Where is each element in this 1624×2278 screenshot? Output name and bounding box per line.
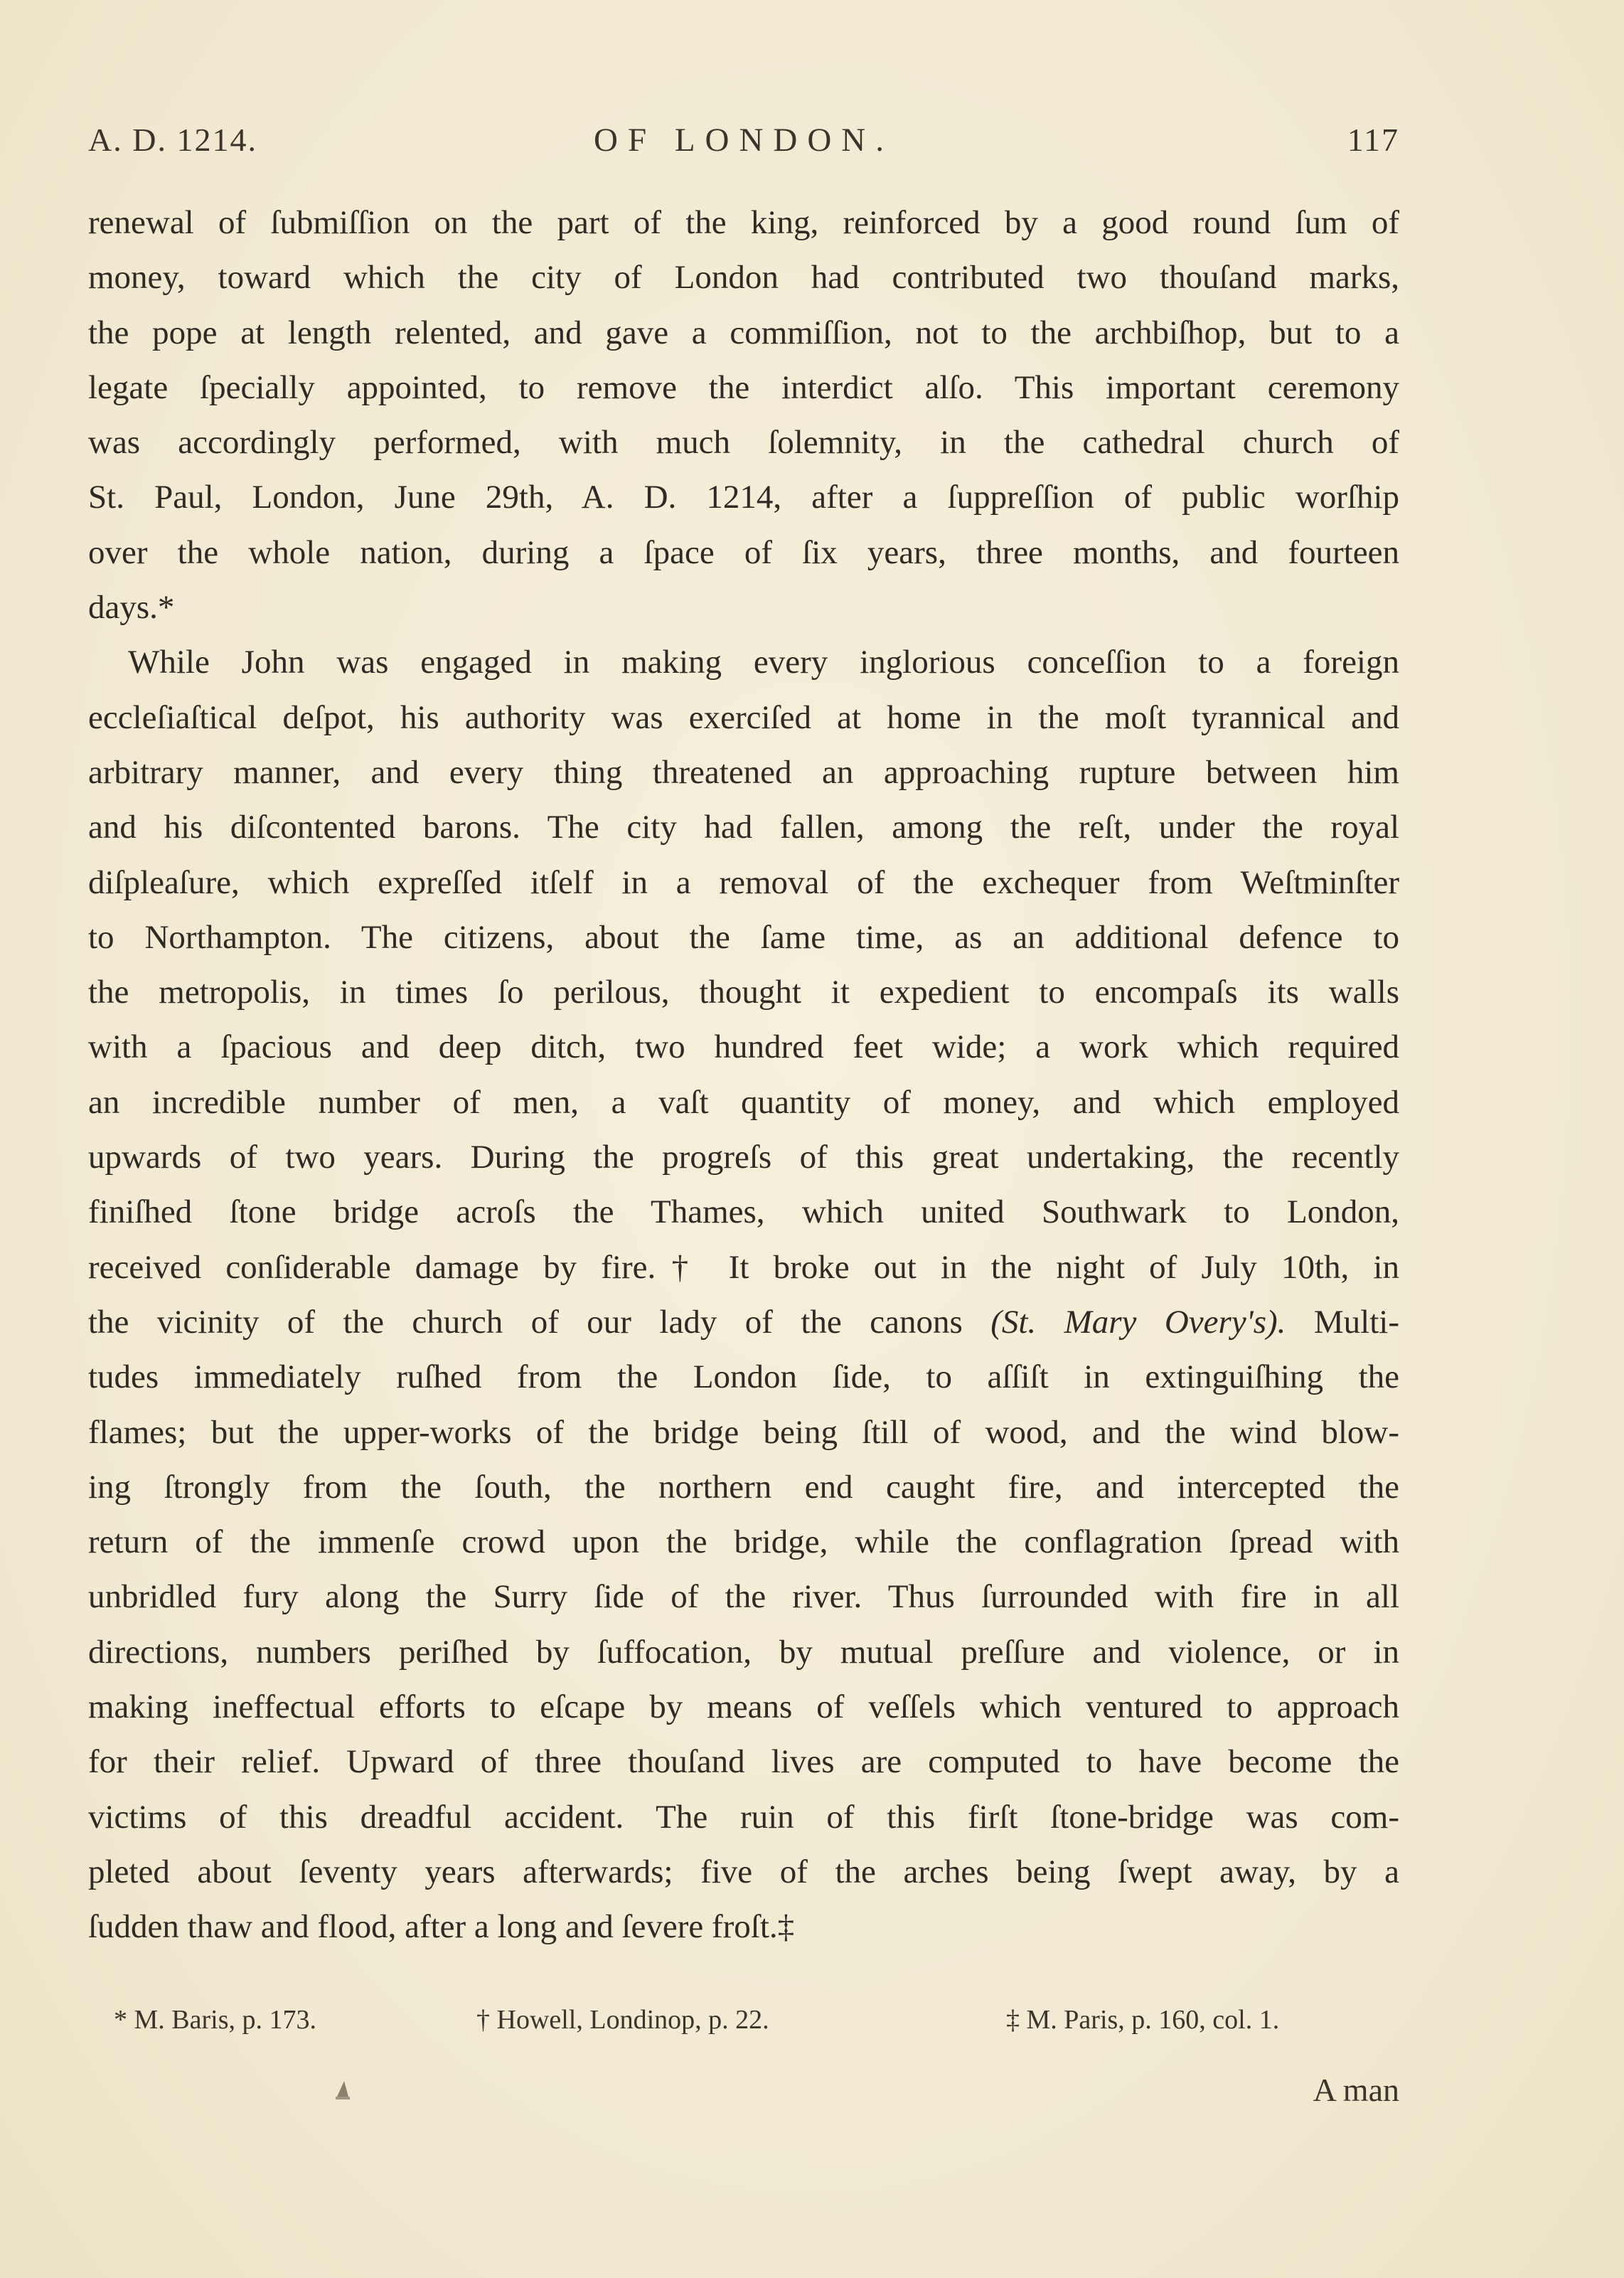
footnote-asterisk: * M. Baris, p. 173. (114, 2005, 316, 2035)
text-line: the pope at length relented, and gave a commiſſion, not to the archbiſhop, but to a (88, 314, 1399, 351)
paragraph-start-line: While John was engaged in making every inglorious conceſſion to a foreign (128, 644, 1399, 681)
page-number: 117 (1347, 122, 1399, 158)
text-line: eccleſiaſtical deſpot, his authority was exerciſed at home in the moſt tyrannical and (88, 698, 1399, 736)
text-line: tudes immediately ruſhed from the London ſide, to aſſiſt in extinguiſhing the (88, 1358, 1399, 1396)
header-title: OF LONDON. (594, 122, 894, 159)
text-line: days.* (88, 589, 175, 627)
footnote-double-dagger: ‡ M. Paris, p. 160, col. 1. (1006, 2005, 1280, 2035)
footnote-dagger: † Howell, Londinop, p. 22. (476, 2005, 769, 2035)
text-line: the metropolis, in times ſo perilous, thought it expedient to encompaſs its walls (88, 974, 1399, 1011)
text-line: ſudden thaw and flood, after a long and ſevere froſt.‡ (88, 1908, 795, 1946)
body-text (88, 196, 1399, 1955)
text-line: over the whole nation, during a ſpace of ſix years, three months, and fourteen (88, 533, 1399, 571)
text-line: was accordingly performed, with much ſolemnity, in the cathedral church of (88, 424, 1399, 462)
text-line: received conſiderable damage by fire.† It broke out in the night of July 10th, in (88, 1248, 1399, 1286)
text-line: diſpleaſure, which expreſſed itſelf in a removal of the exchequer from Weſtminſter (88, 863, 1399, 901)
footnotes (114, 2004, 1399, 2047)
text-line: finiſhed ſtone bridge acroſs the Thames, which united Southwark to London, (88, 1193, 1399, 1231)
running-header (88, 121, 1399, 171)
signature-mark-icon (333, 2075, 353, 2104)
text-line: arbitrary manner, and every thing threatened an approaching rupture between him (88, 753, 1399, 791)
text-line-with-italic (88, 1295, 1399, 1350)
text-line: upwards of two years. During the progreſs of this great undertaking, the recently (88, 1139, 1399, 1176)
text-line: directions, numbers periſhed by ſuffocation, by mutual preſſure and violence, or in (88, 1633, 1399, 1671)
text-line: legate ſpecially appointed, to remove the interdict alſo. This important ceremony (88, 368, 1399, 406)
text-line: St. Paul, London, June 29th, A. D. 1214, after a ſuppreſſion of public worſhip (88, 479, 1399, 516)
text-line: an incredible number of men, a vaſt quantity of money, and which employed (88, 1083, 1399, 1121)
text-line: for their relief. Upward of three thouſand lives are computed to have become the (88, 1743, 1399, 1781)
italic-place-name: (St. Mary Overy's). (990, 1303, 1286, 1341)
text-line: ing ſtrongly from the ſouth, the northern end caught fire, and intercepted the (88, 1468, 1399, 1506)
text-line: return of the immenſe crowd upon the bridge, while the conflagration ſpread with (88, 1523, 1399, 1561)
text-segment: Multi- (1286, 1303, 1399, 1341)
text-line: unbridled fury along the Surry ſide of the river. Thus ſurrounded with fire in all (88, 1578, 1399, 1616)
catchword: A man (1313, 2072, 1399, 2108)
text-line: flames; but the upper-works of the bridge being ſtill of wood, and the wind blow- (88, 1413, 1399, 1451)
text-line: with a ſpacious and deep ditch, two hundred feet wide; a work which required (88, 1028, 1399, 1066)
text-line: to Northampton. The citizens, about the ſame time, as an additional defence to (88, 918, 1399, 956)
header-year: A. D. 1214. (88, 122, 257, 158)
text-line: making ineffectual efforts to eſcape by means of veſſels which ventured to approach (88, 1688, 1399, 1726)
text-line: and his diſcontented barons. The city had fallen, among the reſt, under the royal (88, 809, 1399, 846)
text-line: renewal of ſubmiſſion on the part of the king, reinforced by a good round ſum of (88, 204, 1399, 241)
text-line: pleted about ſeventy years afterwards; five of the arches being ſwept away, by a (88, 1853, 1399, 1890)
text-line: money, toward which the city of London had contributed two thouſand marks, (88, 259, 1399, 297)
text-line: victims of this dreadful accident. The ruin of this firſt ſtone-bridge was com- (88, 1798, 1399, 1836)
text-segment: the vicinity of the church of our lady of the canons (88, 1303, 991, 1341)
